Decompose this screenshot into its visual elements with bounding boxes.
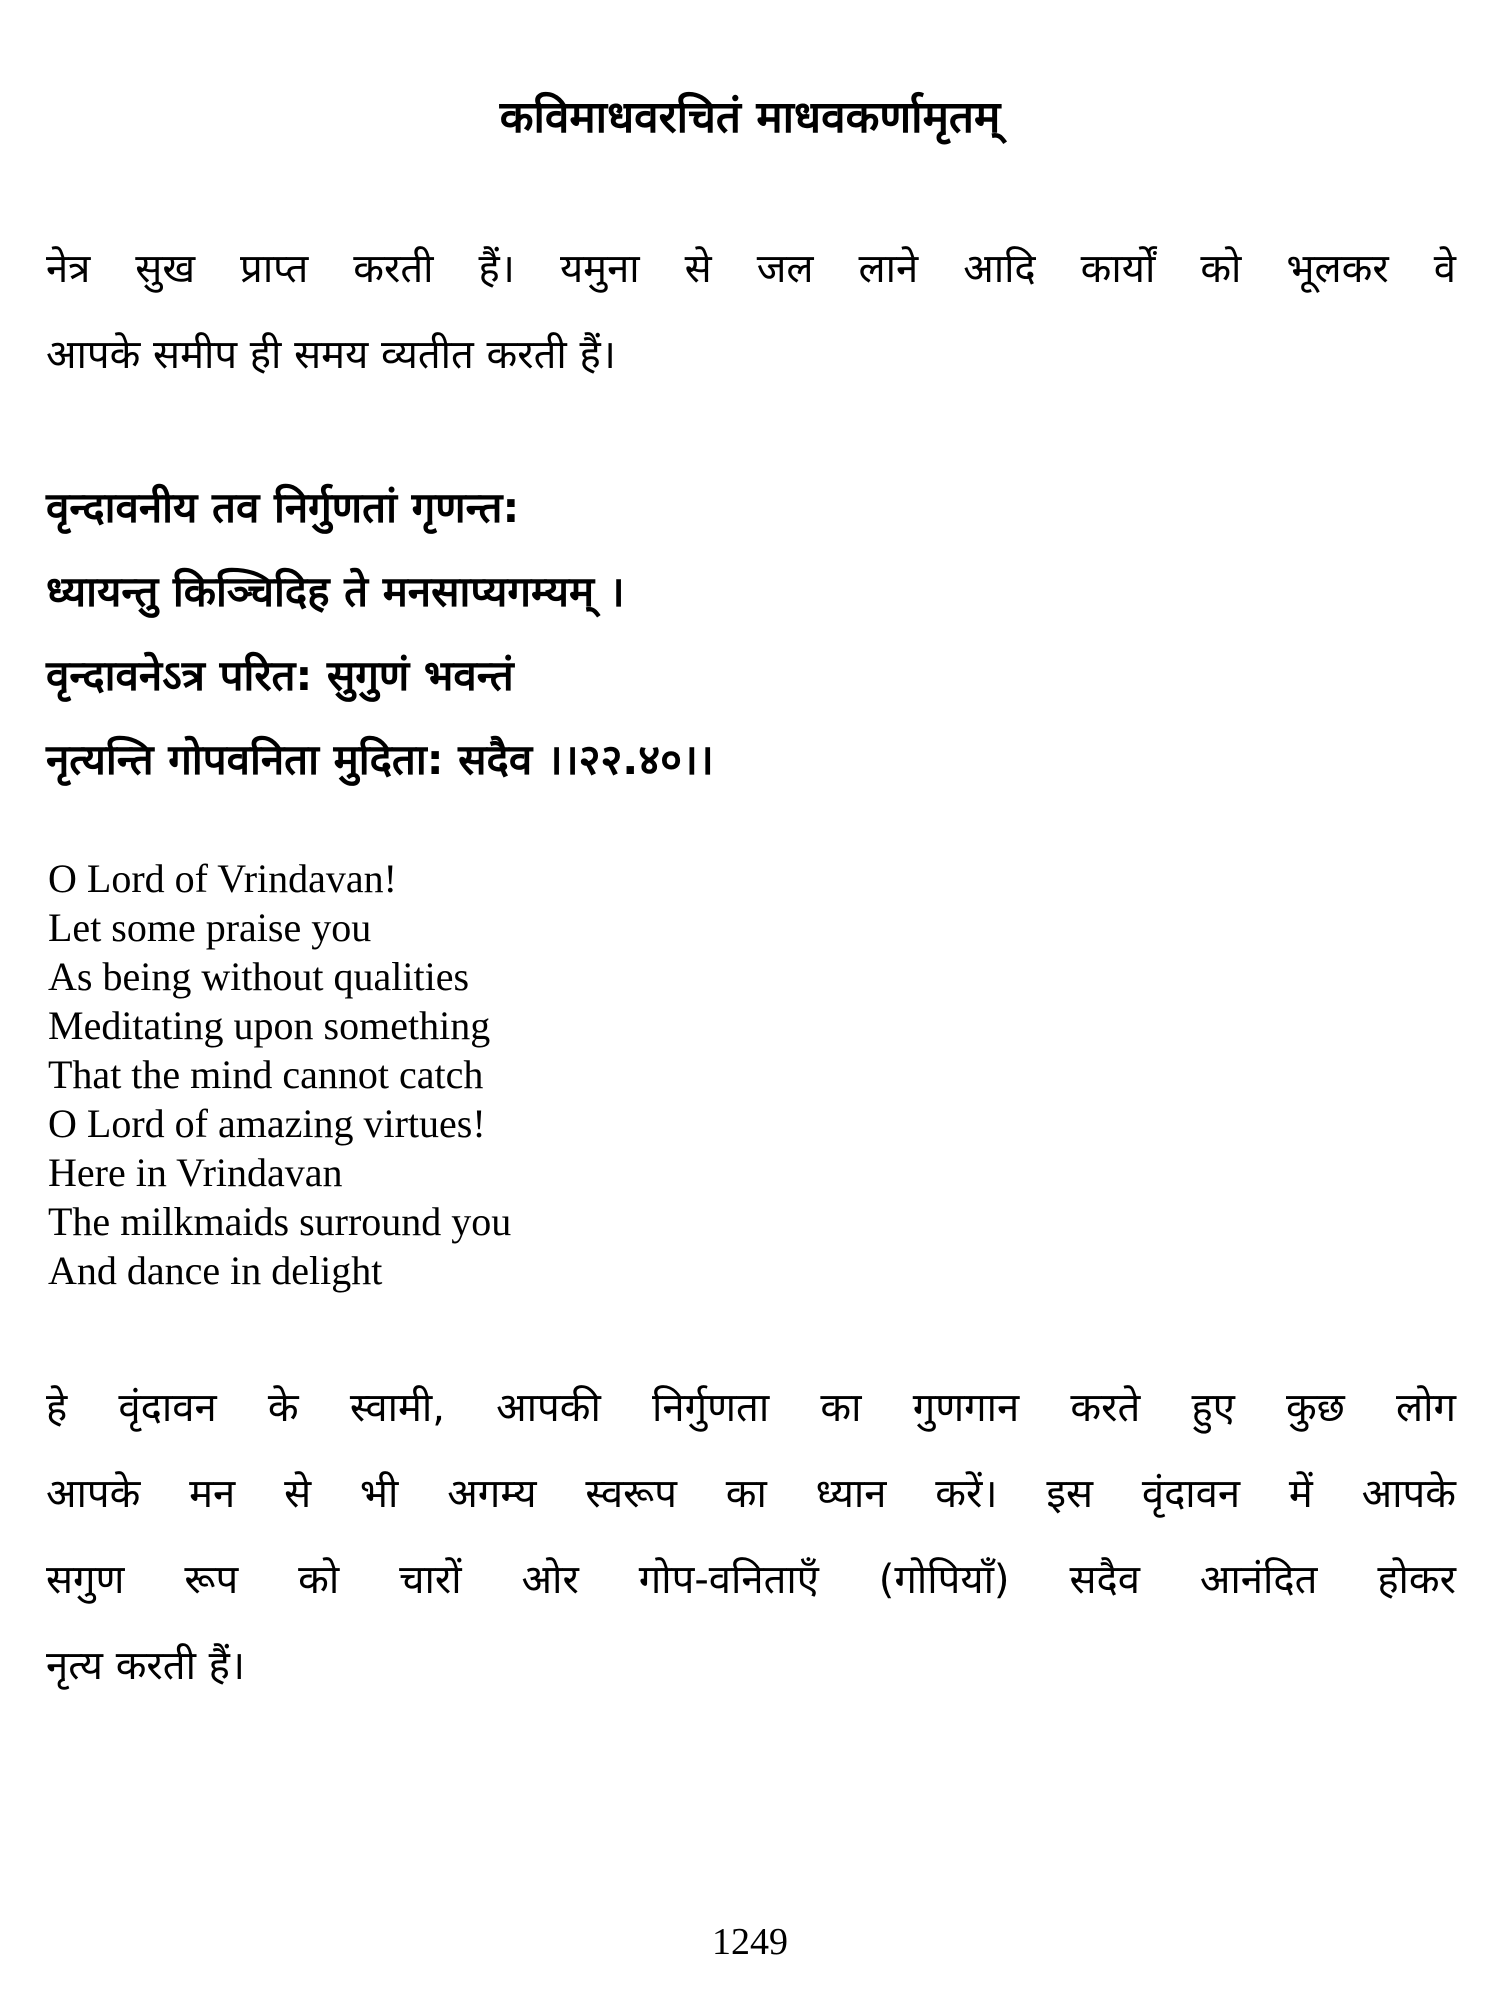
- intro-paragraph: [46, 226, 1456, 398]
- translation-line: O Lord of Vrindavan!: [48, 856, 397, 901]
- sanskrit-verse: [46, 466, 714, 802]
- verse-line: ध्यायन्तु किञ्चिदिह ते मनसाप्यगम्यम् ।: [46, 567, 625, 616]
- translation-line: Meditating upon something: [48, 1003, 491, 1048]
- hindi-line: नृत्य करती हैं।: [46, 1643, 246, 1689]
- page-title: कविमाधवरचितं माधवकर्णामृतम्: [499, 92, 1001, 143]
- hindi-line: आपके मन से भी अगम्य स्वरूप का ध्यान करें। इस वृंदावन में आपके: [46, 1471, 1456, 1517]
- hindi-explanation-paragraph: [46, 1365, 1456, 1709]
- translation-line: Here in Vrindavan: [48, 1150, 343, 1195]
- translation-line: The milkmaids surround you: [48, 1199, 512, 1244]
- intro-line: नेत्र सुख प्राप्त करती हैं। यमुना से जल लाने आदि कार्यों को भूलकर वे: [46, 246, 1456, 292]
- translation-line: That the mind cannot catch: [48, 1052, 484, 1097]
- hindi-line: हे वृंदावन के स्वामी, आपकी निर्गुणता का गुणगान करते हुए कुछ लोग: [46, 1385, 1456, 1431]
- page-number: 1249: [712, 1921, 788, 1963]
- translation-line: O Lord of amazing virtues!: [48, 1101, 486, 1146]
- english-translation: [48, 854, 511, 1295]
- intro-line: आपके समीप ही समय व्यतीत करती हैं।: [46, 332, 616, 378]
- hindi-line: सगुण रूप को चारों ओर गोप-वनिताएँ (गोपियाँ) सदैव आनंदित होकर: [46, 1557, 1456, 1603]
- verse-line: वृन्दावनेऽत्र परित: सुगुणं भवन्तं: [46, 651, 514, 700]
- translation-line: As being without qualities: [48, 954, 470, 999]
- translation-line: And dance in delight: [48, 1248, 383, 1293]
- verse-line: वृन्दावनीय तव निर्गुणतां गृणन्त:: [46, 483, 520, 532]
- translation-line: Let some praise you: [48, 905, 372, 950]
- verse-line: नृत्यन्ति गोपवनिता मुदिता: सदैव ।।२२.४०।।: [46, 735, 714, 784]
